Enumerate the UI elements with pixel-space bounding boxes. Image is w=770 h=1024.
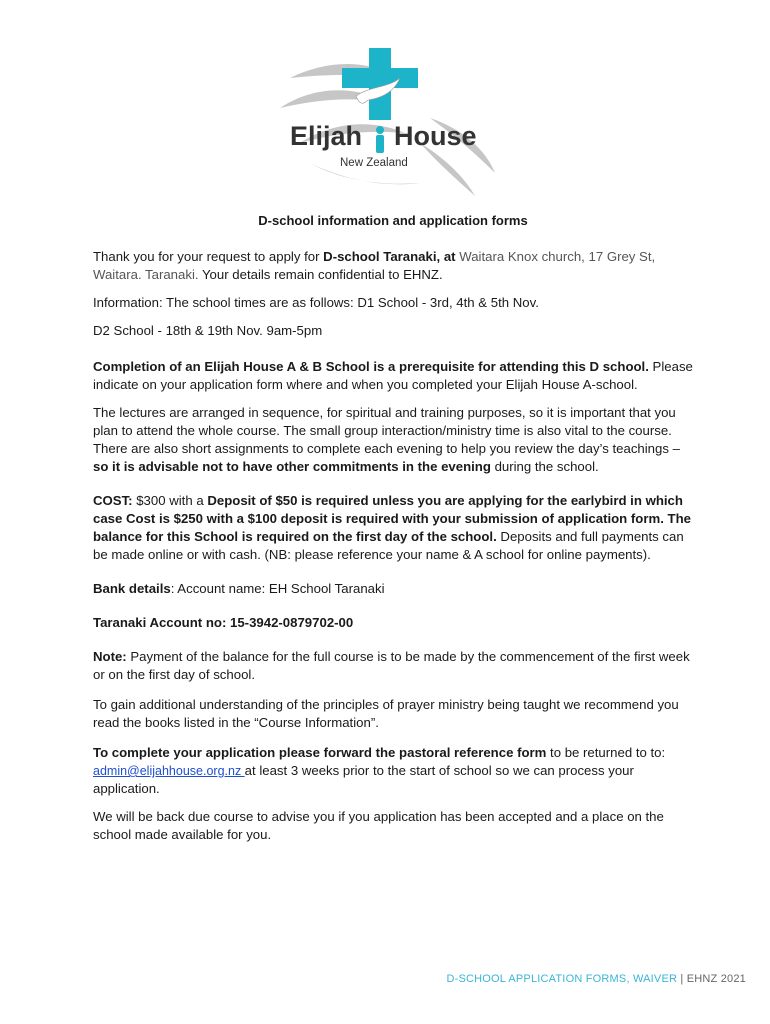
account-number: Taranaki Account no: 15-3942-0879702-00: [93, 615, 354, 630]
d2-line: D2 School - 18th & 19th Nov. 9am-5pm: [93, 323, 323, 338]
intro-bold: D-school Taranaki, at: [323, 249, 456, 264]
bank-account-name: : Account name: EH School Taranaki: [170, 581, 385, 596]
closing-paragraph: We will be back due course to advise you if you application has been accepted and a place on the school made available for you.: [93, 809, 664, 842]
cost-label: COST:: [93, 493, 133, 508]
page-footer: [446, 973, 746, 985]
footer-separator: |: [677, 973, 687, 985]
intro-text: Thank you for your request to apply for: [93, 249, 324, 264]
logo-name-right: House: [394, 121, 477, 151]
books-paragraph: To gain additional understanding of the principles of prayer ministry being taught we recommend you read the books listed in the “Course Information”.: [93, 697, 679, 730]
prereq-paragraph: [93, 358, 693, 394]
cost-payments: Deposits and full payments can be made online or with cash. (NB: please reference your name & A school for online payments).: [93, 529, 684, 562]
prereq-rest: Please indicate on your application form where and when you completed your Elijah House A-school.: [93, 359, 693, 392]
prereq-bold: Completion of an Elijah House A & B School is a prerequisite for attending this D school.: [93, 359, 649, 374]
footer-title: D-SCHOOL APPLICATION FORMS, WAIVER: [446, 973, 678, 985]
logo-subtitle: New Zealand: [340, 157, 408, 169]
note-paragraph: [93, 648, 693, 684]
bank-details: [93, 580, 693, 598]
lectures-paragraph: [93, 404, 693, 476]
complete-bold: To complete your application please forward the pastoral reference form: [93, 745, 547, 760]
cost-bold: Deposit of $50 is required unless you are applying for the earlybird in which case Cost is $250 with a $100 deposit is required with your submission of application form. The balance for this School is required on the first day of the school.: [93, 493, 691, 544]
footer-year: EHNZ 2021: [686, 973, 746, 985]
intro-confidential: Your details remain confidential to EHNZ.: [198, 267, 443, 282]
complete-end: at least 3 weeks prior to the start of school so we can process your application.: [93, 763, 634, 796]
cost-paragraph: [93, 492, 693, 564]
complete-text: to be returned to to:: [546, 745, 666, 760]
intro-location: Waitara Knox church, 17 Grey St, Waitara. Taranaki.: [93, 249, 656, 282]
lectures-end: during the school.: [490, 459, 599, 474]
document-title: D-school information and application forms: [258, 213, 528, 228]
document-body: [93, 208, 693, 854]
elijah-house-logo: [270, 48, 500, 198]
note-text: Payment of the balance for the full course is to be made by the commencement of the first week or on the first day of school.: [93, 649, 690, 682]
cost-text: $300 with a: [132, 493, 208, 508]
note-label: Note:: [93, 649, 127, 664]
email-link[interactable]: admin@elijahhouse.org.nz: [93, 764, 245, 778]
info-line: Information: The school times are as follows: D1 School - 3rd, 4th & 5th Nov.: [93, 295, 539, 310]
logo-name-left: Elijah: [290, 121, 363, 151]
lectures-bold: so it is advisable not to have other commitments in the evening: [93, 459, 491, 474]
logo-graphic: [270, 48, 500, 198]
bank-label: Bank details: [93, 581, 171, 596]
complete-paragraph: [93, 744, 693, 798]
lectures-text: The lectures are arranged in sequence, for spiritual and training purposes, so it is important that you plan to attend the whole course. The small group interaction/ministry time is also vital to the course. There are also short assignments to complete each evening to help you review the day’s teachings –: [93, 405, 680, 456]
intro-paragraph: [93, 248, 693, 284]
